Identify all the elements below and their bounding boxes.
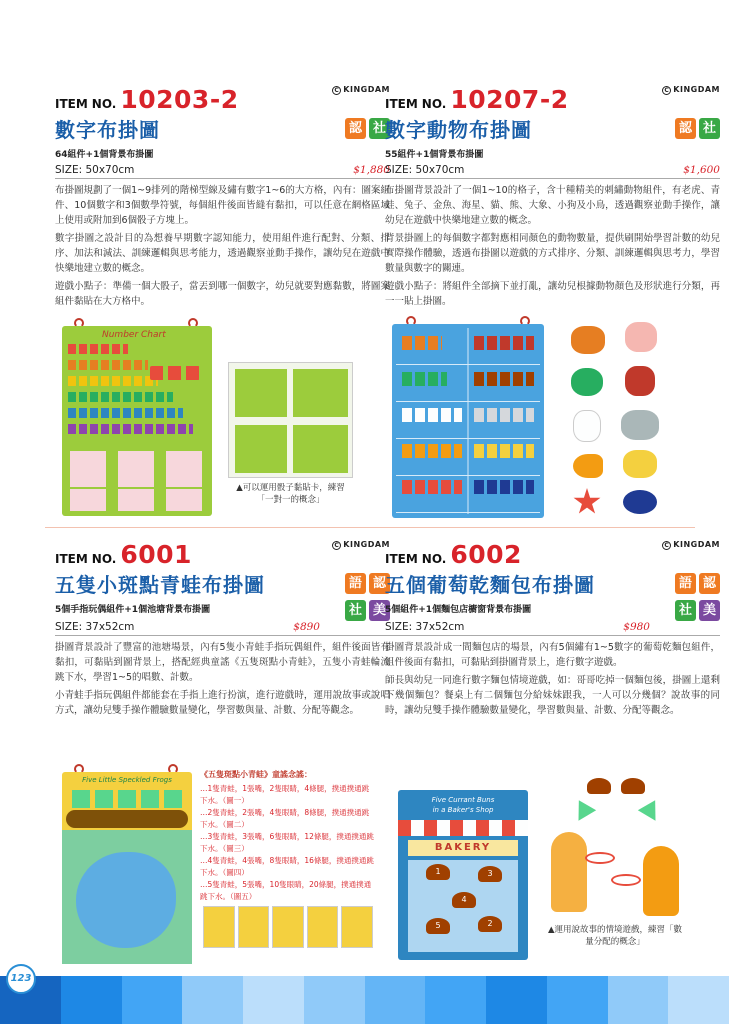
badge-language: 語 [345, 573, 366, 594]
product-title: 五隻小斑點青蛙布掛圖 [55, 573, 265, 597]
badge-social: 社 [369, 118, 390, 139]
badge-group [675, 118, 720, 139]
banner-text: Five Currant Buns [431, 796, 495, 804]
row-fruits [68, 424, 193, 434]
product-title: 數字布掛圖 [55, 118, 160, 142]
badge-cognition: 認 [699, 573, 720, 594]
product-title: 數字動物布掛圖 [385, 118, 532, 142]
song-line: …5隻青蛙，5張嘴，10隻眼睛，20條腿，撲通撲通跳下水。（圖五） [200, 880, 372, 901]
product-description [55, 640, 390, 718]
page-number: 123 [6, 964, 36, 994]
description-paragraph: 掛圖背景設計成一間麵包店的場景，內有5個繡有1~5數字的葡萄乾麵包組件，組件後面有黏扣，可黏貼到掛圖背景上，進行數字遊戲。 [385, 642, 720, 668]
row-fruits [68, 392, 173, 402]
item-no-label: NO. [91, 552, 117, 566]
product-subtitle: 5個組件+1個麵包店櫥窗背景布掛圖 [385, 605, 532, 615]
number-chart-image [62, 318, 212, 516]
item-label: ITEM [385, 552, 418, 566]
row-fruits [68, 376, 158, 386]
cat-piece [625, 322, 657, 352]
tiger-piece [571, 326, 605, 354]
bakery-chart-image [398, 790, 528, 960]
description-paragraph: 布掛圖背景設計了一個1~10的格子，含十種精美的刺繡動物組件，有老虎、青蛙、兔子、金魚、海星、貓、熊、大象、小狗及小鳥，透過觀察並動手操作，讓幼兒在遊戲中快樂地建立數的概念。 [385, 185, 720, 226]
animal-pieces-image [565, 322, 675, 522]
product-size: SIZE: 50x70cm [55, 164, 135, 176]
item-label: ITEM [385, 97, 418, 111]
frog-pond-image [62, 764, 192, 964]
pond [76, 852, 176, 948]
animal-row [402, 444, 462, 458]
step-thumbnail [238, 906, 270, 948]
brand-logo: C KINGDAM [662, 85, 720, 95]
brand-logo: C KINGDAM [662, 540, 720, 550]
badge-social: 社 [675, 600, 696, 621]
product-subtitle: 64組件+1個背景布掛圖 [55, 150, 154, 160]
badge-art: 美 [369, 600, 390, 621]
shop-sign: BAKERY [408, 840, 518, 856]
arrow-right-icon [638, 800, 664, 826]
item-number: 10203-2 [120, 85, 239, 114]
song-line: …2隻青蛙，2張嘴，4隻眼睛，8條腿，撲通撲通跳下水。（圖二） [200, 808, 370, 829]
product-description [385, 640, 720, 718]
badge-social: 社 [345, 600, 366, 621]
song-line: …4隻青蛙，4張嘴，8隻眼睛，16條腿，撲通撲通跳下水。（圖四） [200, 856, 374, 877]
song-lyrics [200, 769, 375, 903]
grid-square [118, 489, 154, 511]
plate [585, 852, 615, 864]
description-paragraph: 小青蛙手指玩偶組件都能套在手指上進行扮演，進行遊戲時，運用說故事或說唱方式，讓幼兒雙手操作體驗數量變化，學習數與量、計數、分配等觀念。 [55, 690, 390, 716]
product-6002 [385, 540, 720, 721]
item-label: ITEM [55, 97, 88, 111]
animal-row [474, 480, 534, 494]
item-number: 6001 [120, 540, 192, 569]
description-paragraph: 師長與幼兒一同進行數字麵包情境遊戲，如：哥哥吃掉一個麵包後，掛圖上還剩下幾個麵包？餐桌上有二個麵包分給妹妹跟我，一人可以分幾個？說故事的同時，讓幼兒雙手操作體驗數量變化，學習數與量、計數、分配等觀念。 [385, 675, 720, 716]
badge-cognition: 認 [675, 118, 696, 139]
chart-title: Number Chart [102, 330, 166, 340]
animal-row [402, 372, 447, 386]
dice-cards-image [228, 362, 353, 478]
brand-logo: C KINGDAM [332, 85, 390, 95]
bun: 3 [478, 866, 502, 882]
animal-row [474, 408, 534, 422]
song-line: …3隻青蛙，3張嘴，6隻眼睛，12條腿，撲通撲通跳下水。（圖三） [200, 832, 374, 853]
image-caption: ▲運用說故事的情境遊戲，練習「數量分配的概念」 [547, 925, 683, 947]
image-caption: ▲可以運用骰子黏貼卡，練習「一對一的概念」 [236, 483, 345, 505]
arrow-left-icon [570, 800, 596, 826]
animal-row [402, 336, 442, 350]
row-fruits [68, 408, 183, 418]
song-line: …1隻青蛙，1張嘴，2隻眼睛，4條腿，撲通撲通跳下水。（圖一） [200, 784, 370, 805]
product-price: $890 [293, 621, 320, 633]
grid-square [118, 451, 154, 487]
item-no-label: NO. [91, 97, 117, 111]
step-thumbnail [307, 906, 339, 948]
badge-social: 社 [699, 118, 720, 139]
grid-square [166, 451, 202, 487]
product-price: $1,880 [353, 164, 390, 176]
animal-row [402, 408, 462, 422]
badge-group [345, 118, 390, 139]
item-no-label: NO. [421, 552, 447, 566]
bear-piece [625, 366, 655, 396]
item-no-label: NO. [421, 97, 447, 111]
bun [587, 778, 611, 794]
fish-piece [573, 454, 603, 478]
product-title: 五個葡萄乾麵包布掛圖 [385, 573, 595, 597]
frog-row [72, 790, 182, 808]
song-title: 《五隻斑點小青蛙》童謠念謠： [200, 770, 312, 779]
step-thumbnail [341, 906, 373, 948]
badge-group [675, 573, 720, 594]
description-paragraph: 遊戲小點子：將組件全部摘下並打亂，讓幼兒根據動物顏色及形狀進行分類，再一一貼上掛圖。 [385, 281, 720, 307]
chart-panel [398, 790, 528, 960]
bird-piece [623, 490, 657, 514]
description-paragraph: 數字掛圖之設計目的為想養早期數字認知能力，使用組件進行配對、分類、排序、加法和減法、訓練邏輯與思考能力，透過觀察並動手操作，讓幼兒在遊戲中快樂地建立數的概念。 [55, 233, 390, 274]
description-paragraph: 遊戲小點子：準備一個大骰子，當丟到哪一個數字，幼兒就要對應黏數，將圖案組件黏貼在大方格中。 [55, 281, 390, 307]
product-10203-2 [55, 85, 390, 312]
product-price: $980 [623, 621, 650, 633]
animal-chart-image [392, 316, 544, 518]
product-description [55, 183, 390, 309]
dice-card [293, 369, 348, 417]
starfish-piece [573, 488, 601, 516]
dice-card [235, 425, 287, 473]
child-figure [643, 846, 679, 916]
product-size: SIZE: 50x70cm [385, 164, 465, 176]
awning [398, 820, 528, 836]
dice-card [235, 369, 287, 417]
badge-group [345, 600, 390, 621]
badge-language: 語 [675, 573, 696, 594]
product-subtitle: 55組件+1個背景布掛圖 [385, 150, 484, 160]
frog-step-thumbnails [203, 906, 373, 948]
animal-row [474, 444, 534, 458]
badge-cognition: 認 [345, 118, 366, 139]
math-symbols [150, 366, 200, 380]
description-paragraph: 掛圖背景設計了豐富的池塘場景，內有5隻小青蛙手指玩偶組件，組件後面皆有黏扣，可黏貼到圖背景上，搭配經典童謠《五隻斑點小青蛙》，五隻小青蛙輪流跳下水，學習1~5的唱數、計數。 [55, 642, 390, 683]
badge-group [345, 573, 390, 594]
log [66, 810, 188, 828]
step-thumbnail [272, 906, 304, 948]
bun: 2 [478, 916, 502, 932]
child-figure [551, 832, 587, 912]
sharing-scene-image [545, 770, 685, 920]
bun: 4 [452, 892, 476, 908]
elephant-piece [621, 410, 659, 440]
chart-panel [62, 772, 192, 964]
animal-row [402, 480, 462, 494]
badge-cognition: 認 [369, 573, 390, 594]
grid-square [166, 489, 202, 511]
banner-text: in a Baker's Shop [432, 806, 494, 814]
dog-piece [623, 450, 657, 478]
product-6001 [55, 540, 390, 721]
grid-square [70, 451, 106, 487]
product-10207-2 [385, 85, 720, 312]
brand-logo: C KINGDAM [332, 540, 390, 550]
item-number: 10207-2 [450, 85, 569, 114]
description-paragraph: 背景掛圖上的每個數字都對應相同顏色的動物數量，提供刷開始學習計數的幼兒實際操作體驗，透過布掛圖以遊戲的方式排序、分類、訓練邏輯與思考力，學習數量與數字的關連。 [385, 233, 720, 274]
item-number: 6002 [450, 540, 522, 569]
animal-row [474, 336, 534, 350]
bun: 5 [426, 918, 450, 934]
bun [621, 778, 645, 794]
product-size: SIZE: 37x52cm [385, 621, 465, 633]
section-divider [45, 527, 695, 528]
badge-group [675, 600, 720, 621]
banner-text: Five Little Speckled Frogs [82, 776, 172, 784]
frog-piece [571, 368, 603, 396]
bun: 1 [426, 864, 450, 880]
product-subtitle: 5個手指玩偶組件+1個池塘背景布掛圖 [55, 605, 211, 615]
footer-bar [0, 976, 729, 1024]
row-fruits [68, 360, 148, 370]
description-paragraph: 布掛圖規劃了一個1~9排列的階梯型線及繡有數字1~6的大方格，內有：圖案組件、10個數字和3個數學符號，每個組件後面皆縫有黏扣，可以任意在網格區域上使用或附加到6個骰子方塊上。 [55, 185, 390, 226]
chart-panel [392, 324, 544, 518]
step-thumbnail [203, 906, 235, 948]
rabbit-piece [573, 410, 601, 442]
animal-row [474, 372, 534, 386]
plate [611, 874, 641, 886]
product-size: SIZE: 37x52cm [55, 621, 135, 633]
product-price: $1,600 [683, 164, 720, 176]
dice-card [293, 425, 348, 473]
row-fruits [68, 344, 128, 354]
product-description [385, 183, 720, 309]
item-label: ITEM [55, 552, 88, 566]
grid-square [70, 489, 106, 511]
chart-panel [62, 326, 212, 516]
badge-art: 美 [699, 600, 720, 621]
